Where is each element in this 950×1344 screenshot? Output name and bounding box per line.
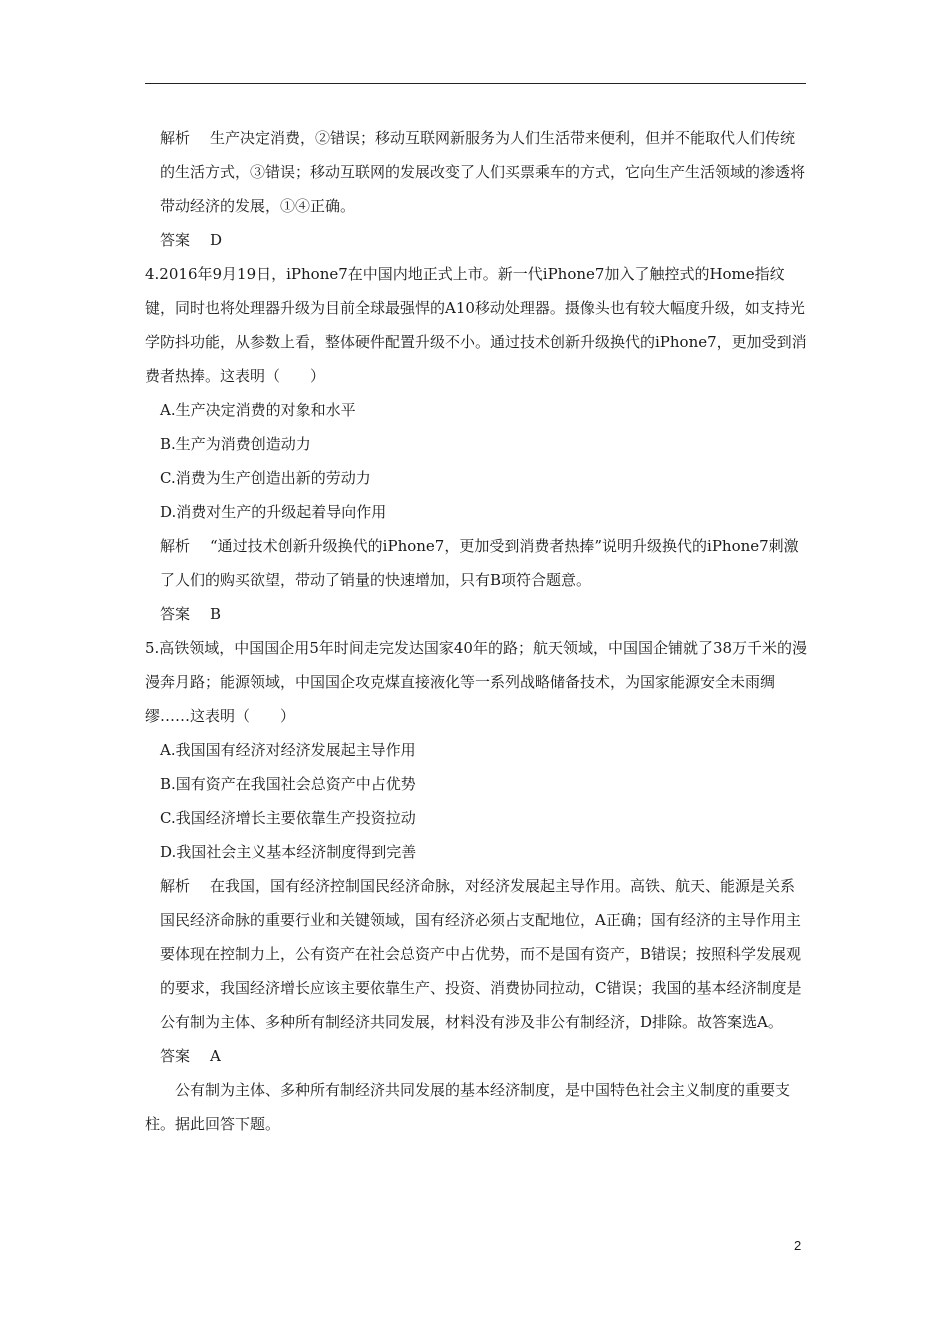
answer-label: 答案 [160,605,191,623]
q4-stem: 4.2016年9月19日，iPhone7在中国内地正式上市。新一代iPhone7加入了触控式的Home指纹键，同时也将处理器升级为目前全球最强悍的A10移动处理器。摄像头也有较大幅度升级，如支持光学防抖功能，从参数上看，整体硬件配置升级不小。通过技术创新升级换代的iPhone7，更加受到消费者热捧。这表明（ ） [145,265,807,385]
answer-value: B [210,605,222,623]
q3-answer [160,223,810,257]
q4-answer [160,597,810,631]
q5-option-d: D.我国社会主义基本经济制度得到完善 [160,843,417,861]
q5-answer [160,1039,810,1073]
q5-option-c: C.我国经济增长主要依靠生产投资拉动 [160,809,416,827]
header-rule [145,83,806,84]
answer-label: 答案 [160,231,191,249]
answer-value: D [210,231,223,249]
analysis-text: 生产决定消费，②错误；移动互联网新服务为人们生活带来便利，但并不能取代人们传统的生活方式，③错误；移动互联网的发展改变了人们买票乘车的方式，它向生产生活领域的渗透将带动经济的发展，①④正确。 [160,129,806,215]
q5-stem: 5.高铁领域，中国国企用5年时间走完发达国家40年的路；航天领域，中国国企铺就了38万千米的漫漫奔月路；能源领域，中国国企攻克煤直接液化等一系列战略储备技术，为国家能源安全未雨绸缪……这表明（ ） [145,639,808,725]
answer-value: A [210,1047,221,1065]
analysis-text: “通过技术创新升级换代的iPhone7，更加受到消费者热捧”说明升级换代的iPhone7刺激了人们的购买欲望，带动了销量的快速增加，只有B项符合题意。 [160,537,799,589]
q3-analysis [160,121,810,223]
analysis-text: 在我国，国有经济控制国民经济命脉，对经济发展起主导作用。高铁、航天、能源是关系国民经济命脉的重要行业和关键领域，国有经济必须占支配地位，A正确；国有经济的主导作用主要体现在控制力上，公有资产在社会总资产中占优势，而不是国有资产，B错误；按照科学发展观的要求，我国经济增长应该主要依靠生产、投资、消费协同拉动，C错误；我国的基本经济制度是公有制为主体、多种所有制经济共同发展，材料没有涉及非公有制经济，D排除。故答案选A。 [160,877,802,1031]
answer-label: 答案 [160,1047,191,1065]
document-body [145,121,810,1141]
analysis-label: 解析 [160,537,191,555]
q5-analysis [160,869,810,1039]
q4-option-b: B.生产为消费创造动力 [160,435,311,453]
q4-option-d: D.消费对生产的升级起着导向作用 [160,503,387,521]
q5-option-b: B.国有资产在我国社会总资产中占优势 [160,775,416,793]
q4-option-c: C.消费为生产创造出新的劳动力 [160,469,371,487]
page-number: 2 [794,1238,802,1253]
analysis-label: 解析 [160,129,191,147]
section-intro: 公有制为主体、多种所有制经济共同发展的基本经济制度，是中国特色社会主义制度的重要支柱。据此回答下题。 [145,1081,791,1133]
q5-option-a: A.我国国有经济对经济发展起主导作用 [160,741,416,759]
analysis-label: 解析 [160,877,191,895]
q4-option-a: A.生产决定消费的对象和水平 [160,401,356,419]
q4-analysis [160,529,810,597]
